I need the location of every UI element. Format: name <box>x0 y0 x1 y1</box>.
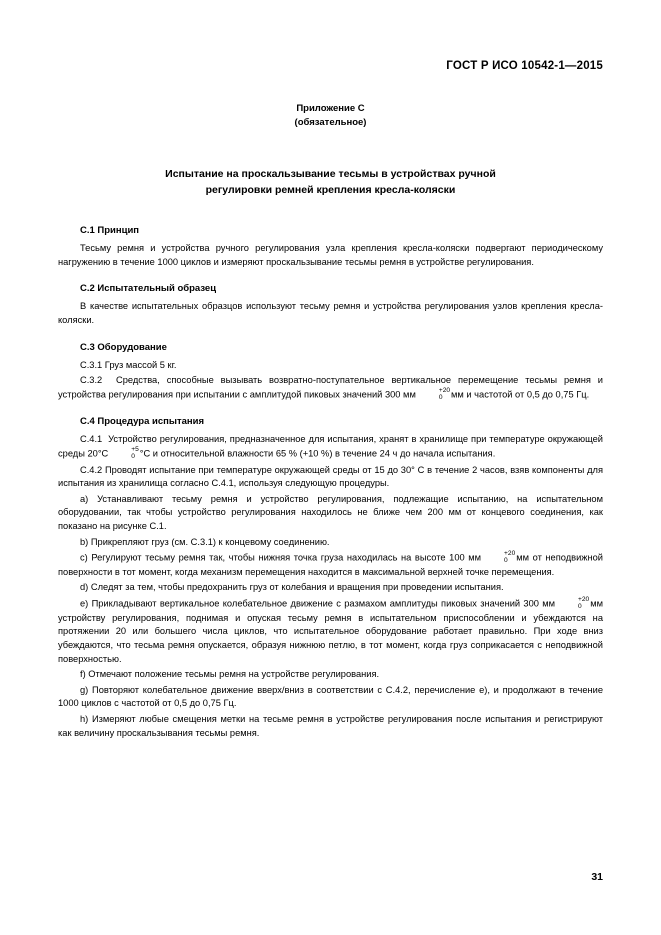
paragraph-c4-2-e-text-b: мм устройству регулирования, поднимая и опуская тесьму ремня в испытательном приспособлении и убеждаются на протяжении 20 или большего числа циклов, что испытательное оборудование работает правильно. При ходе вниз убеждаются, что тесьма ремня опускается, образуя нижнюю петлю, в тот момент, когда груз соприкасается с неподвижной поверхностью. <box>58 598 603 664</box>
tolerance-upper: +20 <box>578 596 590 604</box>
tolerance-plus5-zero <box>109 447 139 460</box>
standard-reference: ГОСТ Р ИСО 10542-1—2015 <box>446 60 603 72</box>
paragraph-c4-1-text-b: °С и относительной влажности 65 % (+10 %) в течение 24 ч до начала испытания. <box>139 448 496 459</box>
annex-subtitle: (обязательное) <box>294 116 367 128</box>
tolerance-plus20-zero-3 <box>556 597 589 610</box>
paragraph-c3-2 <box>58 374 603 402</box>
page-number: 31 <box>591 871 603 883</box>
tolerance-lower: 0 <box>131 452 135 460</box>
tolerance-lower: 0 <box>504 557 508 565</box>
annex-title: Приложение С <box>296 103 365 114</box>
paragraph-c3-2-text-a: С.3.2 Средства, способные вызывать возвратно-поступательное вертикальное перемещение тесьмы ремня и устройства регулирования при испытании с амплитудой пиковых значений 300 мм <box>58 375 603 400</box>
paragraph-c4-1-text-a: С.4.1 Устройство регулирования, предназначенное для испытания, хранят в хранилище при температуре окружающей среды 20°С <box>58 434 603 459</box>
tolerance-plus20-zero-2 <box>482 551 515 564</box>
paragraph-c4-2-b: b) Прикрепляют груз (см. С.3.1) к концевому соединению. <box>80 536 330 547</box>
tolerance-upper: +20 <box>438 387 451 395</box>
paragraph-c4-2-e <box>58 597 603 666</box>
section-heading-c4: С.4 Процедура испытания <box>80 416 205 428</box>
paragraph-c4-2-f: f) Отмечают положение тесьмы ремня на устройстве регулирования. <box>80 669 380 680</box>
section-heading-c2: С.2 Испытательный образец <box>80 283 217 295</box>
paragraph-c4-2-h: h) Измеряют любые смещения метки на тесьме ремня в устройстве регулирования после испытания и регистрируют как величину проскальзывания тесьмы ремня. <box>58 714 603 738</box>
paragraph-c2-specimen: В качестве испытательных образцов используют тесьму ремня и устройства регулирования узлов крепления кресла-коляски. <box>58 301 603 326</box>
page-title-line2: регулировки ремней крепления кресла-коляски <box>205 184 456 197</box>
paragraph-c4-2-c-text-a: с) Регулируют тесьму ремня так, чтобы нижняя точка груза находилась на высоте 100 мм <box>80 553 482 564</box>
paragraph-c4-2-c-text-b: мм от неподвижной поверхности в тот момент, когда механизм перемещения находится в максимальной верхней точке перемещения. <box>58 553 603 577</box>
paragraph-c4-1 <box>58 433 603 461</box>
paragraph-c4-2: С.4.2 Проводят испытание при температуре окружающей среды от 15 до 30° С в течение 2 часов, взяв компоненты для испытания из хранилища согласно С.4.1, используя следующую процедуры. <box>58 464 603 489</box>
paragraph-c3-1: С.3.1 Груз массой 5 кг. <box>80 359 177 370</box>
paragraph-c1-principle: Тесьму ремня и устройства ручного регулирования узла крепления кресла-коляски подвергают периодическому нагружению в течение 1000 циклов и измеряют проскальзывание тесьмы ремня в устройстве регулирования. <box>58 243 603 267</box>
annex-heading <box>58 102 603 130</box>
paragraph-c4-2-e-text-a: e) Прикладывают вертикальное колебательное движение с размахом амплитуды пиковых значений 300 мм <box>80 598 556 609</box>
paragraph-c4-2-d: d) Следят за тем, чтобы предохранить груз от колебания и вращения при проведении испытания. <box>80 582 504 593</box>
section-heading-c3: С.3 Оборудование <box>80 341 167 353</box>
tolerance-upper: +20 <box>504 550 516 558</box>
paragraph-c3-2-text-b: мм и частотой от 0,5 до 0,75 Гц. <box>451 389 590 400</box>
tolerance-lower: 0 <box>578 602 582 610</box>
page-title-line1: Испытание на проскальзывание тесьмы в устройствах ручной <box>165 167 496 180</box>
paragraph-c4-2-g: g) Повторяют колебательное движение вверх/вниз в соответствии с С.4.2, перечисление e), и продолжают в течение 1000 циклов с частотой от 0,5 до 0,75 Гц. <box>58 684 603 709</box>
tolerance-lower: 0 <box>438 393 443 401</box>
paragraph-c4-2-c <box>58 551 603 579</box>
page-header <box>58 60 603 72</box>
page-title <box>58 166 603 200</box>
tolerance-plus20-zero <box>417 388 450 401</box>
section-heading-c1: С.1 Принцип <box>80 225 140 237</box>
paragraph-c4-2-a: а) Устанавливают тесьму ремня и устройство регулирования, подлежащие испытанию, на испытательном оборудовании, так чтобы устройство регулирования находилось не ближе чем 200 мм от концевого соединения, как показано на рисунке С.1. <box>58 493 603 532</box>
tolerance-upper: +5 <box>131 446 139 454</box>
